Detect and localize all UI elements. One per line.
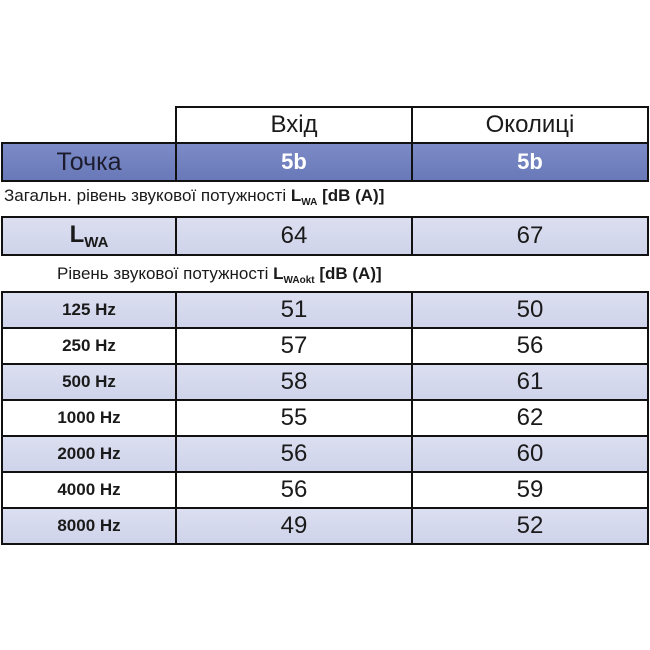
grid-line: [647, 106, 649, 182]
grid-line: [1, 363, 649, 365]
caption-octave-unit: [dB (A)]: [314, 264, 382, 283]
grid-line: [1, 254, 649, 256]
grid-line: [1, 216, 3, 256]
octave-freq-2000: 2000 Hz: [2, 436, 176, 472]
lwa-entry-value: 64: [176, 217, 412, 255]
grid-line: [1, 180, 649, 182]
grid-line: [175, 291, 177, 545]
grid-line: [1, 142, 3, 182]
octave-freq-4000: 4000 Hz: [2, 472, 176, 508]
caption-octave-symbol: L: [273, 264, 284, 283]
octave-entry-2000: 56: [176, 436, 412, 472]
grid-line: [1, 142, 649, 144]
grid-line: [175, 216, 177, 256]
lwa-label: [2, 217, 176, 255]
caption-octave-text: Рівень звукової потужності: [57, 264, 274, 283]
caption-total-symbol: L: [290, 186, 302, 205]
header-col-surroundings: Околиці: [412, 107, 648, 143]
lwa-symbol-sub: WA: [84, 234, 109, 251]
point-label: Точка: [2, 143, 176, 181]
octave-surroundings-4000: 59: [412, 472, 648, 508]
octave-surroundings-500: 61: [412, 364, 648, 400]
octave-entry-250: 57: [176, 328, 412, 364]
octave-surroundings-1000: 62: [412, 400, 648, 436]
octave-entry-125: 51: [176, 292, 412, 328]
octave-entry-8000: 49: [176, 508, 412, 544]
grid-line: [1, 435, 649, 437]
octave-freq-125: 125 Hz: [2, 292, 176, 328]
caption-total-text: Загальн. рівень звукової потужності: [4, 186, 291, 205]
point-surroundings-value: 5b: [412, 143, 648, 181]
caption-total-power: [4, 186, 384, 208]
grid-line: [647, 216, 649, 256]
caption-total-symbol-sub: WA: [301, 197, 318, 208]
octave-entry-1000: 55: [176, 400, 412, 436]
grid-line: [1, 291, 3, 545]
grid-line: [175, 106, 177, 182]
octave-freq-8000: 8000 Hz: [2, 508, 176, 544]
grid-line: [1, 327, 649, 329]
octave-freq-1000: 1000 Hz: [2, 400, 176, 436]
grid-line: [411, 106, 413, 182]
caption-octave-symbol-sub: WAokt: [283, 275, 315, 286]
octave-surroundings-8000: 52: [412, 508, 648, 544]
grid-line: [1, 216, 649, 218]
lwa-surroundings-value: 67: [412, 217, 648, 255]
header-col-entry: Вхід: [176, 107, 412, 143]
grid-line: [411, 216, 413, 256]
lwa-symbol: $L_{WA}$: [69, 221, 109, 251]
grid-line: [647, 291, 649, 545]
octave-freq-500: 500 Hz: [2, 364, 176, 400]
caption-octave-power: [57, 264, 382, 286]
caption-total-unit: [dB (A)]: [317, 186, 385, 205]
grid-line: [1, 507, 649, 509]
point-entry-value: 5b: [176, 143, 412, 181]
octave-freq-250: 250 Hz: [2, 328, 176, 364]
grid-line: [1, 291, 649, 293]
grid-line: [1, 471, 649, 473]
grid-line: [411, 291, 413, 545]
octave-surroundings-2000: 60: [412, 436, 648, 472]
grid-line: [1, 399, 649, 401]
octave-surroundings-250: 56: [412, 328, 648, 364]
octave-entry-4000: 56: [176, 472, 412, 508]
octave-surroundings-125: 50: [412, 292, 648, 328]
grid-line: [1, 543, 649, 545]
octave-entry-500: 58: [176, 364, 412, 400]
